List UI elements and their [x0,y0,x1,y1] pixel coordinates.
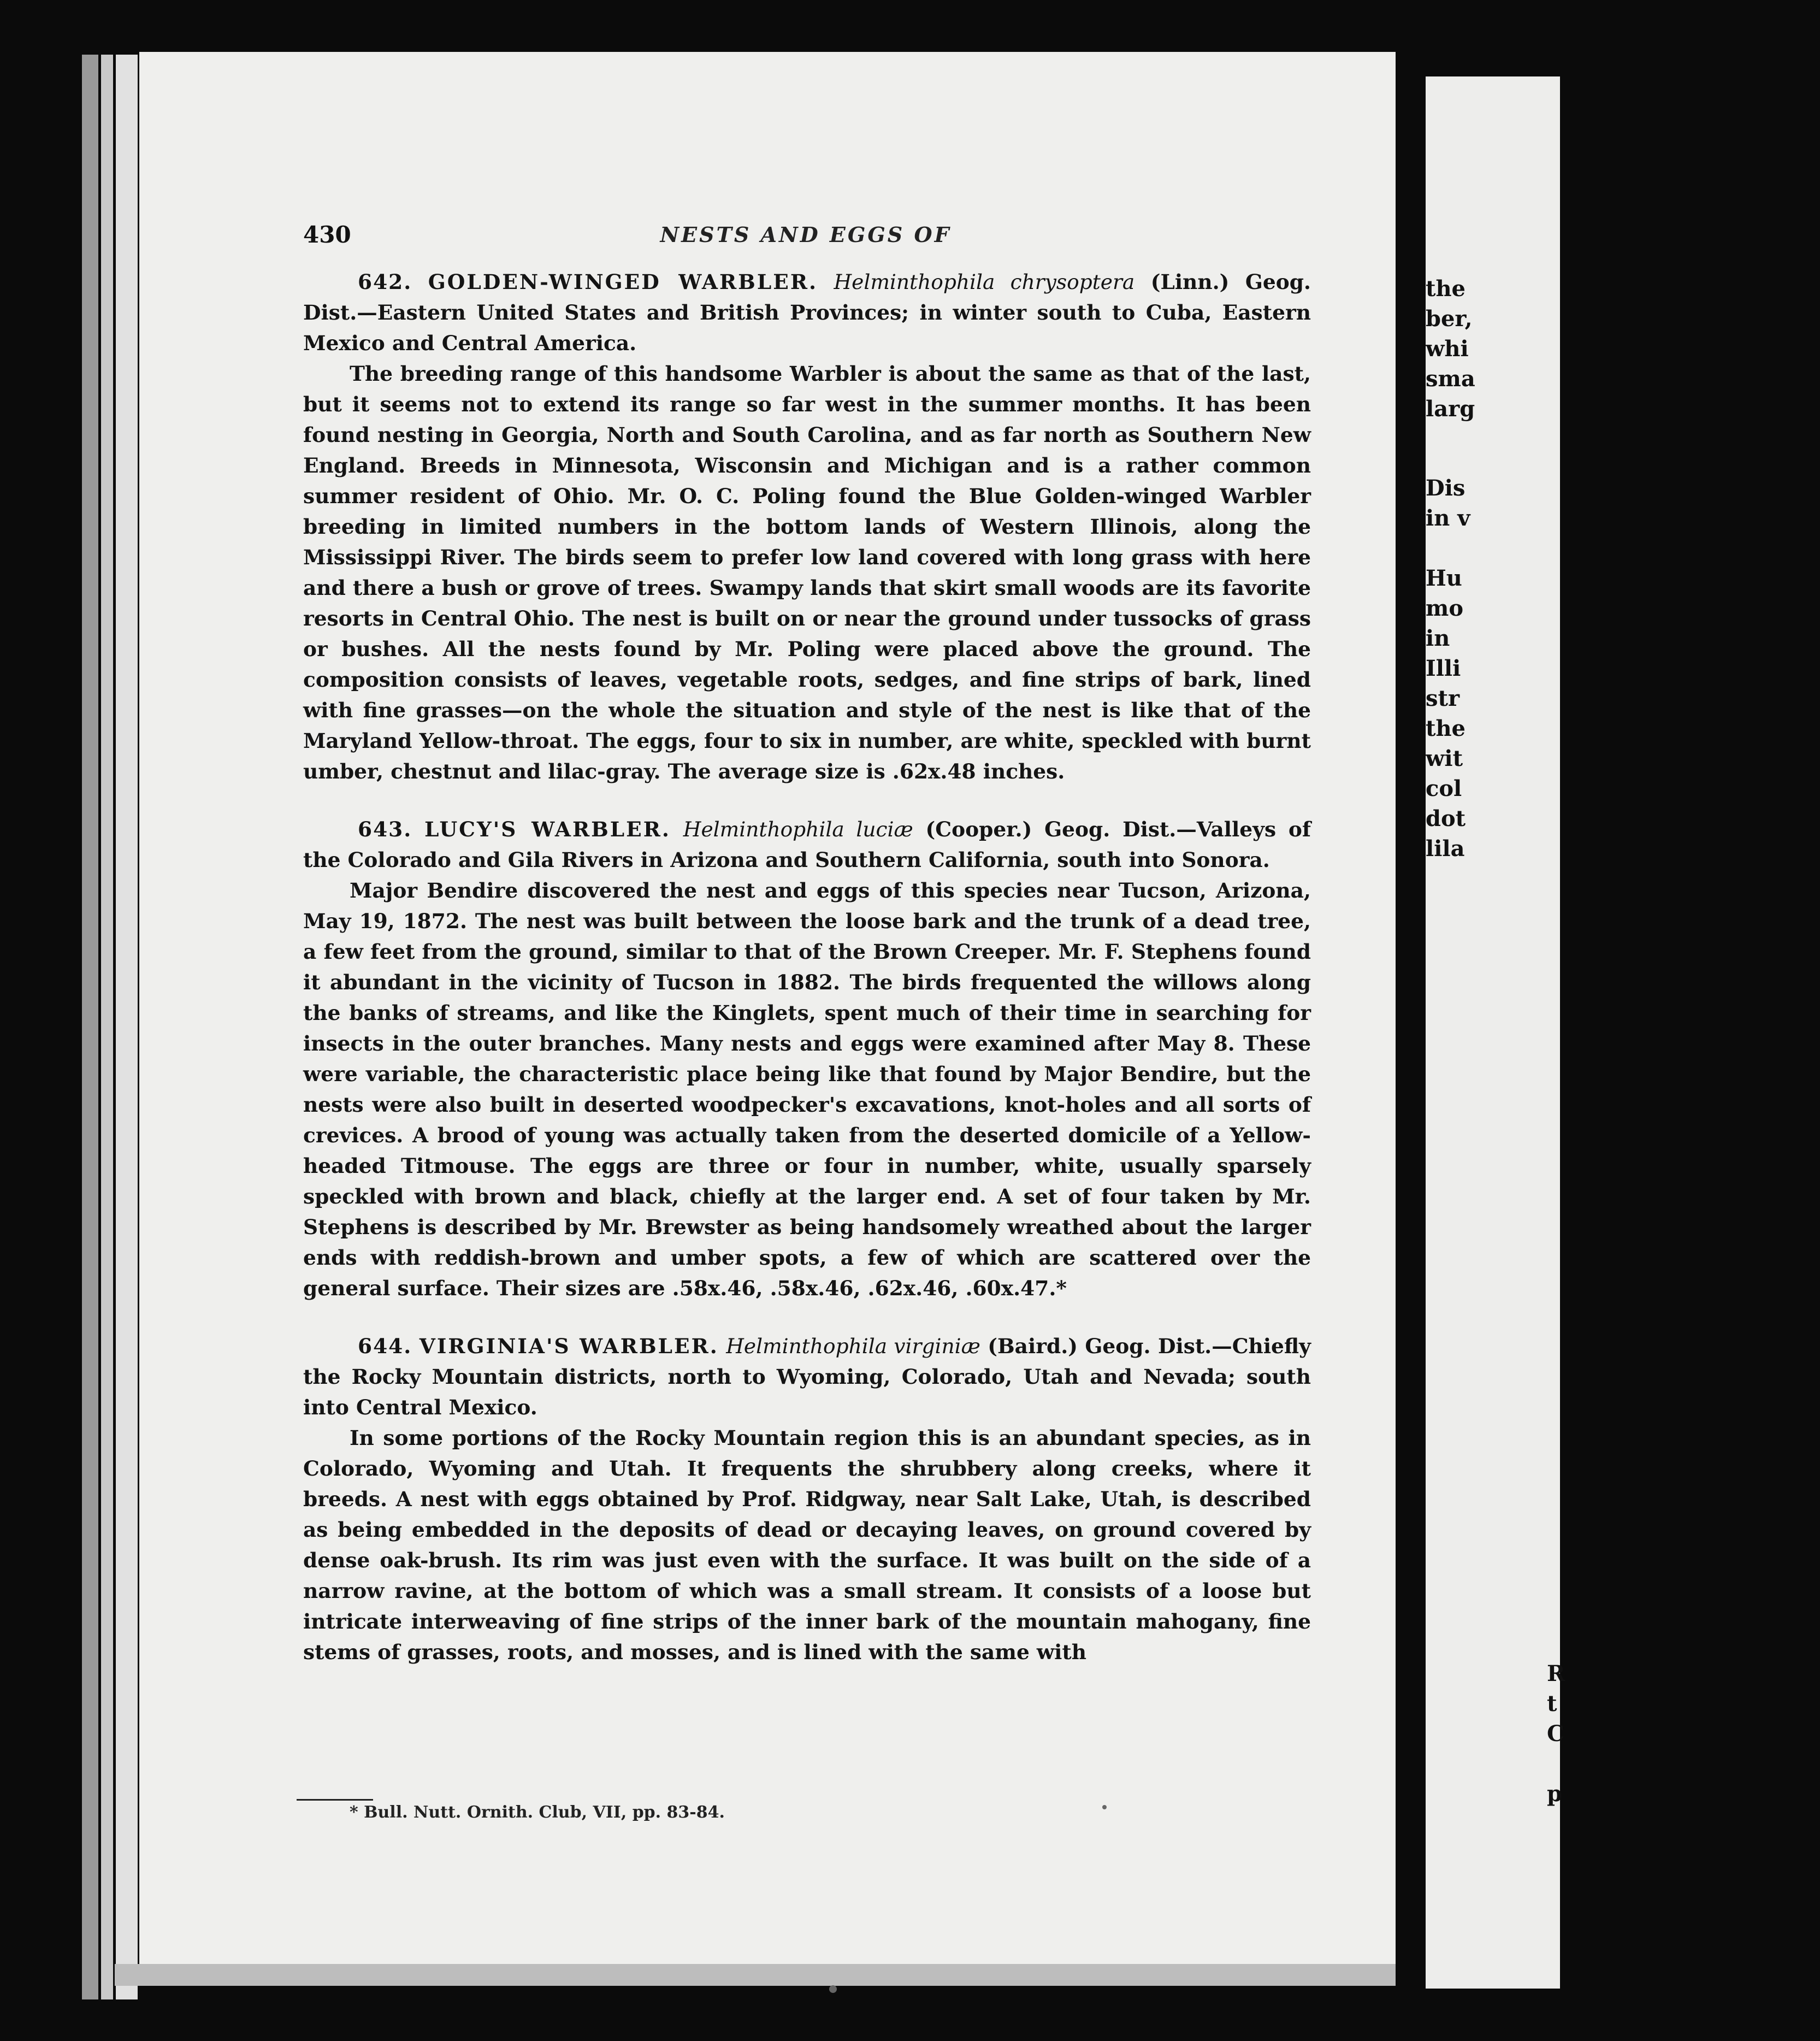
geographic-distribution: Geog. Dist.—Valleys of the Colorado and Gila Rivers in Arizona and Southern California, south into Sonora. [303,817,1311,872]
facing-page-fragment: larg [1426,396,1475,422]
facing-page-fragment: Illi [1426,656,1461,681]
facing-page-fragment: in v [1426,505,1470,531]
species-entry-golden-winged-warbler [303,267,1311,787]
facing-page-fragment: wit [1426,746,1463,771]
footnote: * Bull. Nutt. Ornith. Club, VII, pp. 83-84. [350,1803,725,1822]
facing-page-fragment: the [1426,716,1466,741]
facing-page-fragment: C [1547,1721,1564,1747]
running-head: NESTS AND EGGS OF [660,222,952,247]
species-description: In some portions of the Rocky Mountain region this is an abundant species, as in Colorado, Wyoming and Utah. It frequents the shrubbery along creeks, where it breeds. A nest with eggs obtained by Prof. Ridgway, near Salt Lake, Utah, is described as being embedded in the deposits of dead or decaying leaves, on ground covered by dense oak-brush. Its rim was just even with the surface. It was built on the side of a narrow ravine, at the bottom of which was a small stream. It consists of a loose but intricate interweaving of fine strips of the inner bark of the mountain mahogany, fine stems of grasses, roots, and mosses, and is lined with the same with [303,1426,1311,1664]
species-number: 644. [358,1334,412,1358]
species-description: The breeding range of this handsome Warbler is about the same as that of the last, but it seems not to extend its range so far west in the summer months. It has been found nesting in Georgia, North and South Carolina, and as far north as Southern New England. Breeds in Minnesota, Wisconsin and Michigan and is a rather common summer resident of Ohio. Mr. O. C. Poling found the Blue Golden-winged Warbler breeding in limited numbers in the bottom lands of Western Illinois, along the Mississippi River. The birds seem to prefer low land covered with long grass with here and there a bush or grove of trees. Swampy lands that skirt small woods are its favorite resorts in Central Ohio. The nest is built on or near the ground under tussocks of grass or bushes. All the nests found by Mr. Poling were placed above the ground. The composition consists of leaves, vegetable roots, sedges, and fine strips of bark, lined with fine grasses—on the whole the situation and style of the nest is like that of the Maryland Yellow-throat. The eggs, four to six in number, are white, speckled with burnt umber, chestnut and lilac-gray. The average size is .62x.48 inches. [303,362,1311,783]
facing-page-fragment: Dis [1426,475,1466,501]
facing-page-fragment: ber, [1426,306,1473,332]
footnote-rule [297,1799,373,1801]
entry-heading [303,814,1311,875]
geographic-distribution: Geog. Dist.—Eastern United States and British Provinces; in winter south to Cuba, Eastern Mexico and Central America. [303,270,1311,355]
facing-page-fragment: R [1547,1661,1565,1686]
species-number: 643. [358,817,412,841]
species-name: GOLDEN-WINGED WARBLER. [428,270,818,294]
scientific-name: Helminthophila virginiæ [726,1334,980,1358]
scan-speck [829,1985,837,1993]
book-gutter [1396,0,1426,2041]
species-name: LUCY'S WARBLER. [424,817,671,841]
authority: (Cooper.) [925,817,1032,841]
species-number: 642. [358,270,412,294]
page-number: 430 [303,221,351,248]
species-entry-virginias-warbler [303,1331,1311,1667]
facing-page-fragment: t [1547,1691,1557,1716]
scan-speck [1102,1805,1107,1809]
page-header [303,221,1308,254]
scientific-name: Helminthophila chrysoptera [834,270,1135,294]
facing-page-fragment: sma [1426,366,1475,392]
authority: (Baird.) [988,1334,1078,1358]
scientific-name: Helminthophila luciæ [683,817,913,841]
species-entry-lucys-warbler [303,814,1311,1303]
facing-page-fragment: col [1426,776,1462,801]
facing-page-fragment: lila [1426,836,1465,862]
entry-heading [303,267,1311,358]
facing-page-fragment: in [1426,626,1450,651]
entry-heading [303,1331,1311,1423]
facing-page-fragment: dot [1426,806,1466,831]
page-bottom-edge [115,1964,1396,1986]
facing-page-fragment: str [1426,686,1460,711]
page-stack-edge [101,55,113,1999]
facing-page-fragment: mo [1426,595,1464,621]
page-stack-edge [82,55,98,1999]
facing-page-fragment: Hu [1426,565,1462,591]
geographic-distribution: Geog. Dist.—Chiefly the Rocky Mountain districts, north to Wyoming, Colorado, Utah and Nevada; south into Central Mexico. [303,1334,1311,1419]
facing-page-fragment: p [1547,1781,1562,1807]
page-body [303,267,1311,1667]
species-name: VIRGINIA'S WARBLER. [419,1334,719,1358]
facing-page-fragment: whi [1426,336,1469,362]
authority: (Linn.) [1150,270,1230,294]
page-stack-edge [116,55,138,1999]
facing-page [1426,76,1565,1989]
species-description: Major Bendire discovered the nest and eggs of this species near Tucson, Arizona, May 19, 1872. The nest was built between the loose bark and the trunk of a dead tree, a few feet from the ground, similar to that of the Brown Creeper. Mr. F. Stephens found it abundant in the vicinity of Tucson in 1882. The birds frequented the willows along the banks of streams, and like the Kinglets, spent much of their time in searching for insects in the outer branches. Many nests and eggs were examined after May 8. These were variable, the characteristic place being like that found by Major Bendire, but the nests were also built in deserted woodpecker's excavations, knot-holes and all sorts of crevices. A brood of young was actually taken from the deserted domicile of a Yellow-headed Titmouse. The eggs are three or four in number, white, usually sparsely speckled with brown and black, chiefly at the larger end. A set of four taken by Mr. Stephens is described by Mr. Brewster as being handsomely wreathed about the larger ends with reddish-brown and umber spots, a few of which are scattered over the general surface. Their sizes are .58x.46, .58x.46, .62x.46, .60x.47.* [303,878,1311,1300]
facing-page-fragment: the [1426,276,1466,302]
